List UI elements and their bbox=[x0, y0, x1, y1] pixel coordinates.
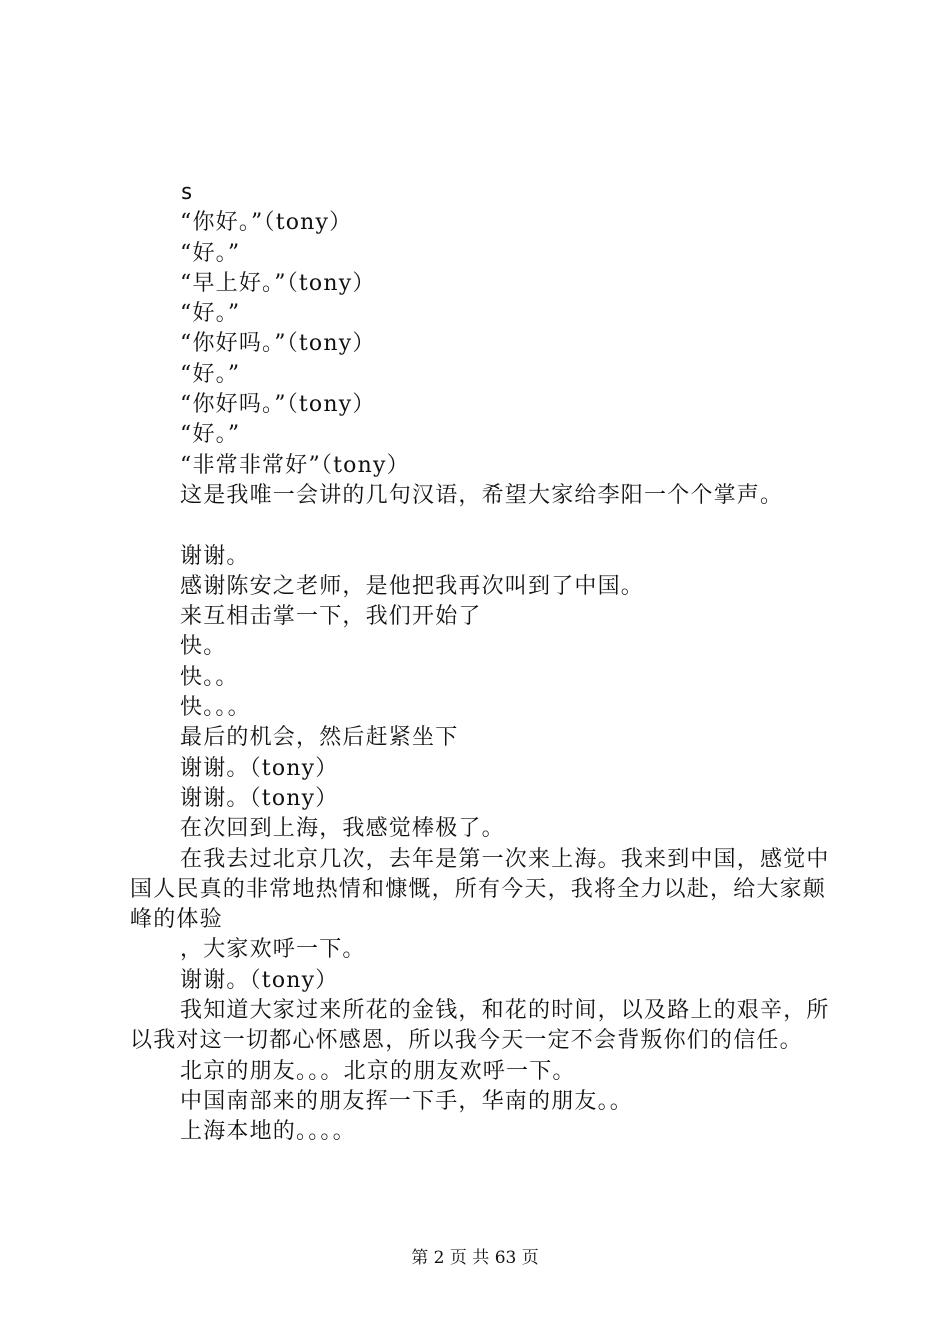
page-footer: 第 2 页 共 63 页 bbox=[411, 1248, 539, 1268]
text-line: “好。” bbox=[180, 301, 241, 327]
text-line: 谢谢。（tony） bbox=[180, 967, 339, 993]
text-line: “早上好。”（tony） bbox=[180, 270, 376, 296]
text-line: 谢谢。（tony） bbox=[180, 785, 339, 811]
text-line: 快。。。 bbox=[180, 695, 251, 721]
text-line: 快。。 bbox=[180, 664, 239, 690]
text-line: 感谢陈安之老师，是他把我再次叫到了中国。 bbox=[180, 573, 645, 599]
text-line: “你好。”（tony） bbox=[180, 210, 353, 236]
text-line: 最后的机会，然后赶紧坐下 bbox=[180, 725, 459, 751]
text-line: “你好吗。”（tony） bbox=[180, 331, 376, 357]
blank-line bbox=[130, 511, 850, 541]
text-line: 谢谢。（tony） bbox=[180, 755, 339, 781]
text-line: 快。 bbox=[180, 634, 227, 660]
text-line: 来互相击掌一下，我们开始了 bbox=[180, 604, 482, 630]
text-line: “好。” bbox=[180, 422, 241, 448]
document-body bbox=[130, 178, 850, 1148]
text-line: 北京的朋友。。。北京的朋友欢呼一下。 bbox=[180, 1058, 576, 1084]
text-line: “好。” bbox=[180, 361, 241, 387]
text-line: 谢谢。 bbox=[180, 543, 250, 569]
text-line: 在次回到上海，我感觉棒极了。 bbox=[180, 816, 505, 842]
text-line: s bbox=[180, 180, 195, 205]
text-line: 中国南部来的朋友挥一下手，华南的朋友。。 bbox=[180, 1088, 634, 1114]
paragraph: 我知道大家过来所花的金钱，和花的时间，以及路上的艰辛，所以我对这一切都心怀感恩，所以我今天一定不会背叛你们的信任。 bbox=[130, 998, 830, 1054]
text-line: ，大家欢呼一下。 bbox=[180, 937, 366, 963]
text-line: “你好吗。”（tony） bbox=[180, 392, 376, 418]
paragraph: 在我去过北京几次，去年是第一次来上海。我来到中国，感觉中国人民真的非常地热情和慷慨，所有今天，我将全力以赴，给大家颠峰的体验 bbox=[130, 846, 830, 933]
text-line: 上海本地的。。。。 bbox=[180, 1119, 356, 1145]
text-line: “好。” bbox=[180, 240, 241, 266]
text-line: “非常非常好”（tony） bbox=[180, 452, 410, 478]
text-line: 这是我唯一会讲的几句汉语，希望大家给李阳一个个掌声。 bbox=[180, 482, 784, 508]
